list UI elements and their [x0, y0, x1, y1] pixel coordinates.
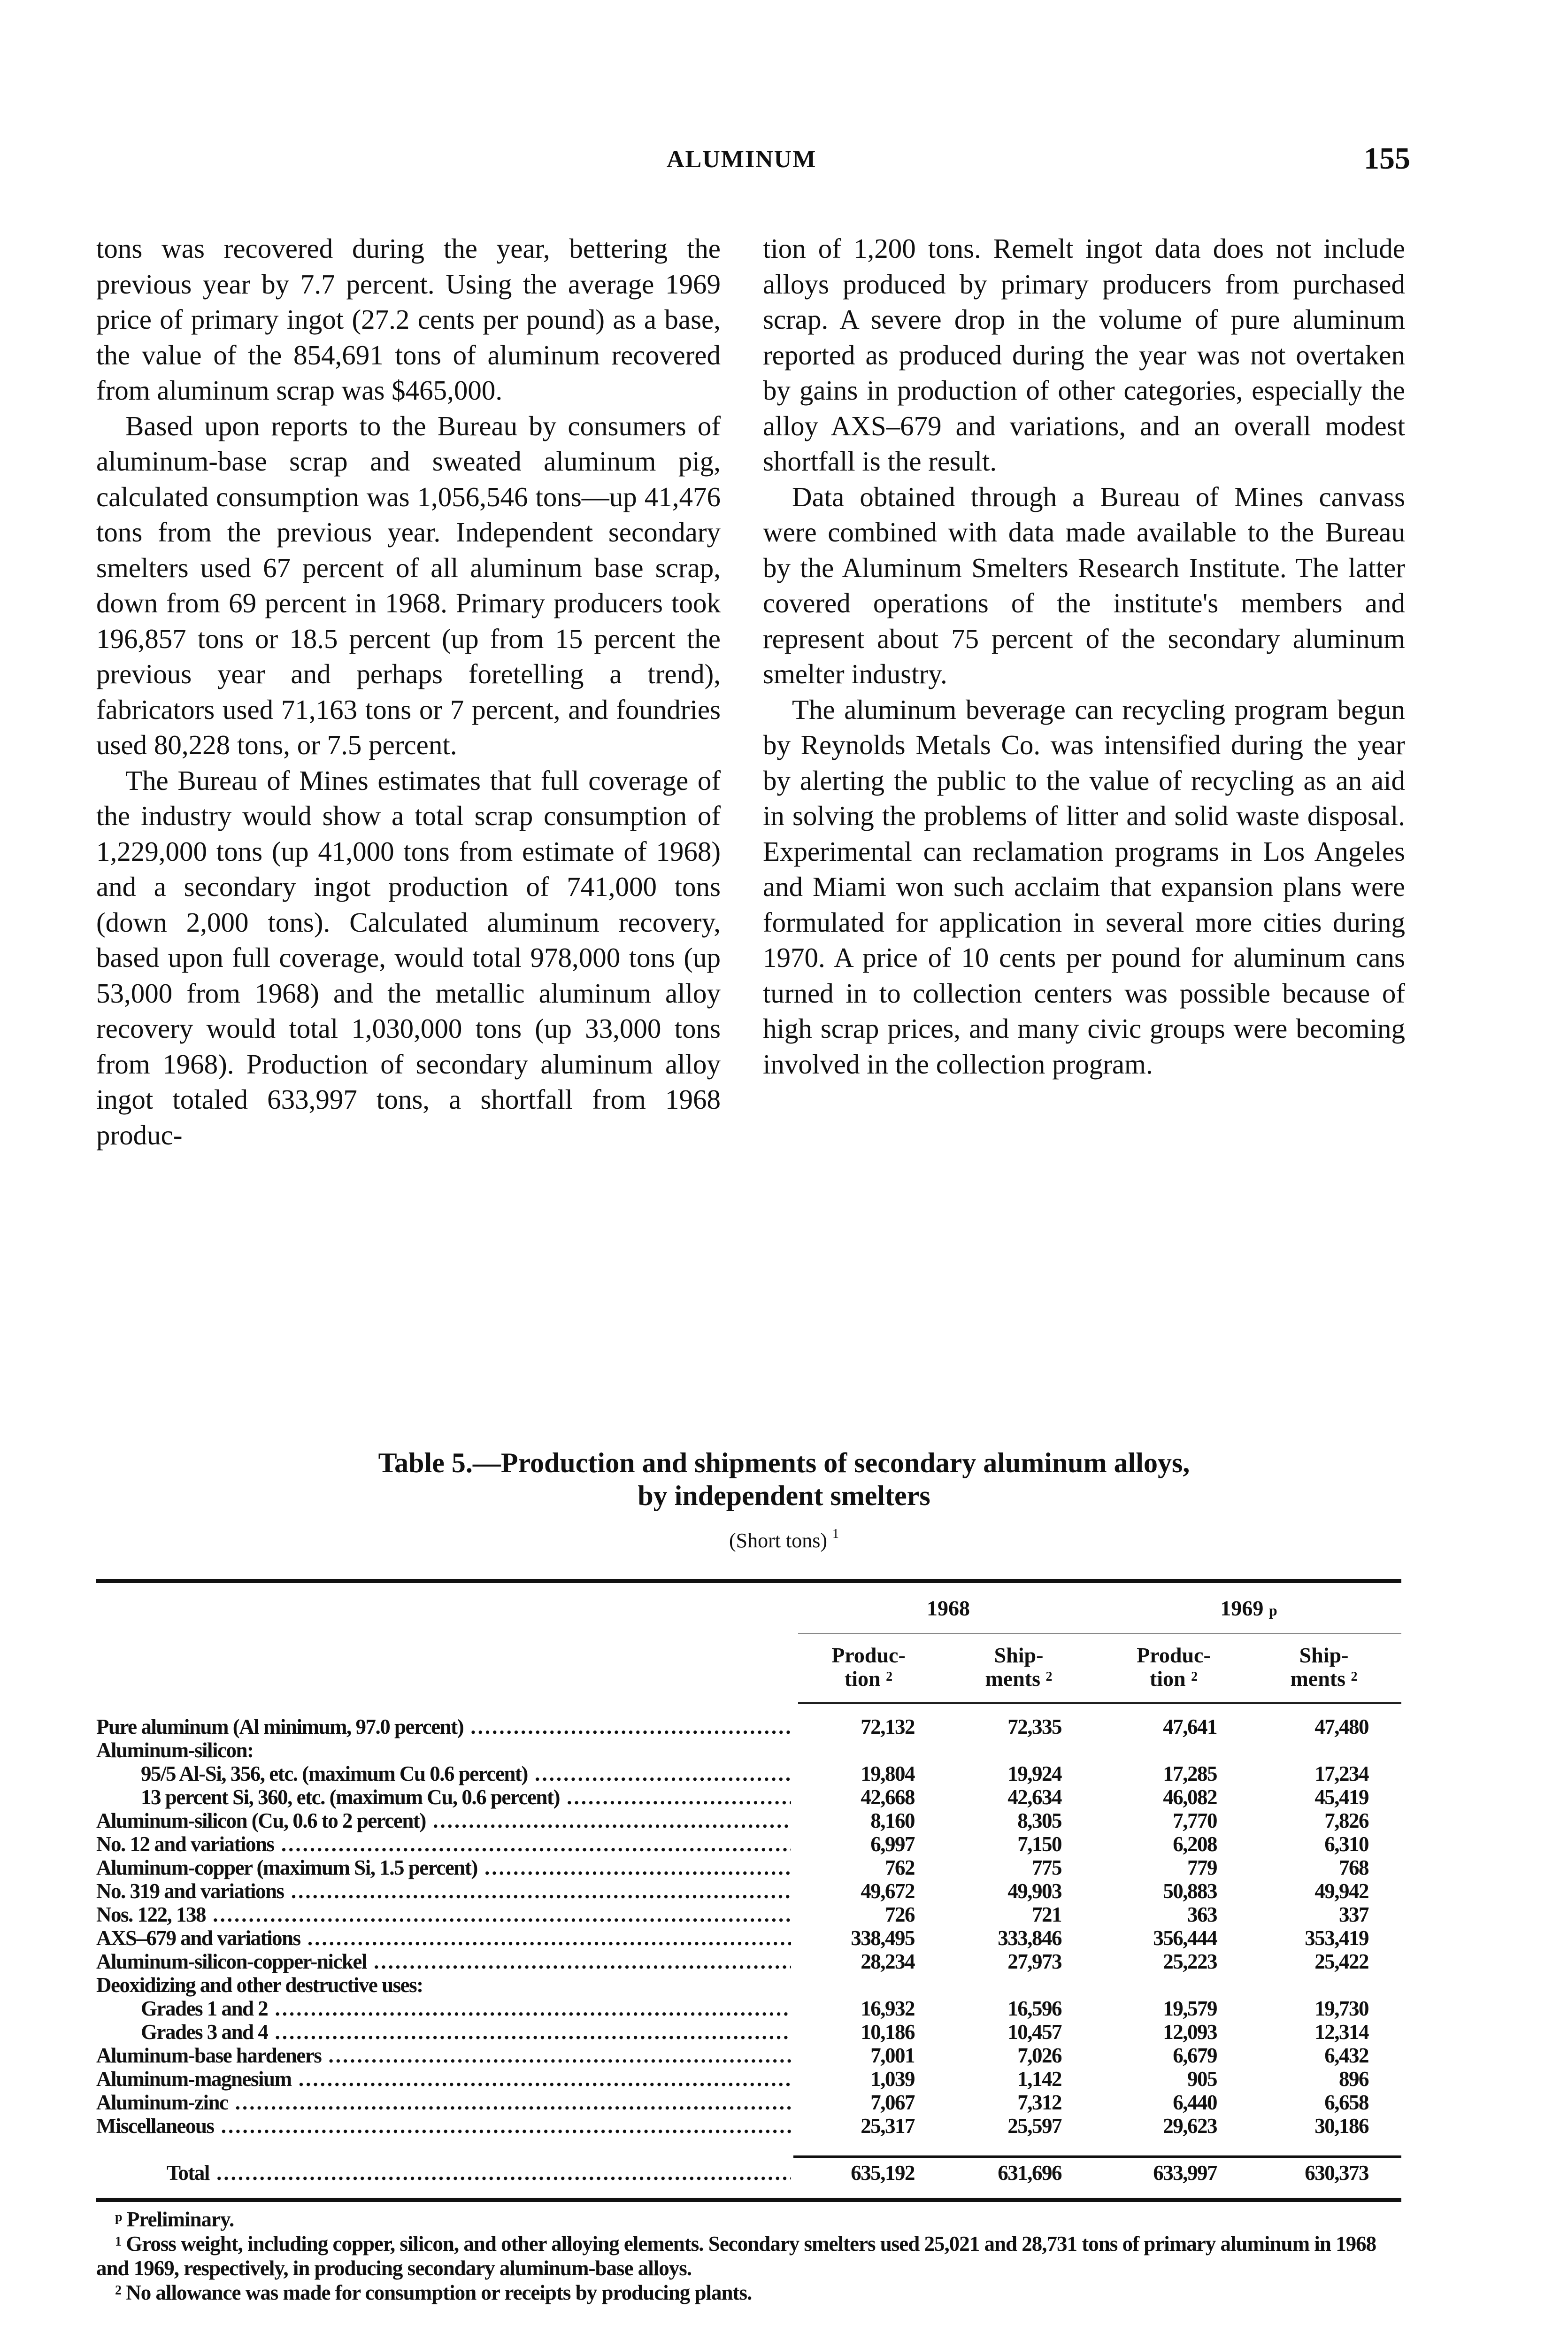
cell-value: 17,234: [1314, 1762, 1368, 1785]
row-label: Aluminum-copper (maximum Si, 1.5 percent) .....: [96, 1856, 791, 1879]
table-unit: [0, 1529, 1568, 1552]
page-number: 155: [1364, 141, 1410, 176]
cell-value: 50,883: [1163, 1879, 1217, 1903]
cell-value: 775: [1032, 1856, 1061, 1879]
table-row: [96, 2114, 1383, 2138]
footnote-text: Gross weight, including copper, silicon, and other alloying elements. Secondary smelters used 25,021 and 28,731 tons of primary aluminum in 1968 and 1969, respectively, in producing secondary aluminum-base alloys.: [96, 2232, 1376, 2280]
row-label: Nos. 122, 138 .....: [96, 1903, 791, 1926]
cell-value: 1,142: [1017, 2067, 1061, 2091]
footnote-ref: 2: [1351, 1669, 1358, 1684]
row-label: Miscellaneous .....: [96, 2114, 791, 2138]
paragraph: The aluminum beverage can recycling program begun by Reynolds Metals Co. was intensified during the year by alerting the public to the value of recycling as an aid in solving the problems of litter and solid waste disposal. Experimental can reclamation programs in Los Angeles and Miami won such acclaim that expansion plans were formulated for application in several more cities during 1970. A price of 10 cents per pound for aluminum cans turned in to collection centers was possible because of high scrap prices, and many civic groups were becoming involved in the collection program.: [763, 694, 1405, 1080]
cell-value: 6,658: [1324, 2091, 1368, 2114]
footnote-text: No allowance was made for consumption or receipts by producing plants.: [126, 2281, 752, 2304]
paragraph: tion of 1,200 tons. Remelt ingot data does not include alloys produced by primary producers from purchased scrap. A severe drop in the volume of pure aluminum reported as produced during the year was not overtaken by gains in production of other categories, especially the alloy AXS–679 and variations, and an overall modest shortfall is the result.: [763, 233, 1405, 477]
cell-value: 6,997: [870, 1832, 915, 1856]
cell-value: 49,942: [1314, 1879, 1368, 1903]
cell-value: 10,186: [861, 2020, 915, 2044]
footnote-mark: 1: [115, 2234, 121, 2249]
table-row: [96, 1738, 1383, 1762]
cell-value: 30,186: [1314, 2114, 1368, 2138]
row-label: Aluminum-silicon-copper-nickel .....: [96, 1950, 791, 1973]
cell-value: 721: [1032, 1903, 1061, 1926]
cell-value: 1,039: [870, 2067, 915, 2091]
footnote-ref: 2: [886, 1669, 893, 1684]
cell-value: 338,495: [851, 1926, 915, 1950]
table-title: [0, 1446, 1568, 1512]
table-unit-text: (Short tons): [729, 1529, 827, 1552]
cell-value: 42,668: [861, 1785, 915, 1809]
cell-value: 25,597: [1007, 2114, 1061, 2138]
running-title: ALUMINUM: [667, 146, 817, 173]
row-label: Aluminum-silicon:: [96, 1738, 254, 1762]
header-text: ments: [1290, 1667, 1346, 1691]
header-text: ments: [985, 1667, 1041, 1691]
table-row: [96, 1856, 1383, 1879]
cell-value: 7,770: [1173, 1809, 1217, 1832]
year-1969: 1969: [1220, 1596, 1264, 1620]
header-text: Produc-: [831, 1643, 906, 1667]
row-label: Grades 3 and 4 .....: [141, 2020, 791, 2044]
table-row: [96, 1809, 1383, 1832]
right-text-column: [763, 231, 1405, 1082]
row-label: Grades 1 and 2 .....: [141, 1997, 791, 2020]
cell-value: 7,312: [1017, 2091, 1061, 2114]
cell-value: 7,067: [870, 2091, 915, 2114]
cell-value: 12,093: [1163, 2020, 1217, 2044]
cell-value: 6,440: [1173, 2091, 1217, 2114]
row-label: Aluminum-magnesium .....: [96, 2067, 791, 2091]
row-label: Aluminum-zinc .....: [96, 2091, 791, 2114]
cell-value: 28,234: [861, 1950, 915, 1973]
cell-value: 356,444: [1153, 1926, 1217, 1950]
cell-value: 7,001: [870, 2044, 915, 2067]
cell-value: 19,730: [1314, 1997, 1368, 2020]
footnote-ref: 2: [1045, 1669, 1053, 1684]
footnote-text: Preliminary.: [126, 2208, 234, 2231]
cell-value: 42,634: [1007, 1785, 1061, 1809]
cell-value: 631,696: [998, 2161, 1061, 2185]
paragraph: Data obtained through a Bureau of Mines canvass were combined with data made available to the Bureau by the Aluminum Smelters Research Institute. The latter covered operations of the institute's members and represent about 75 percent of the secondary aluminum smelter industry.: [763, 481, 1405, 689]
cell-value: 7,826: [1324, 1809, 1368, 1832]
table-row: [96, 1903, 1383, 1926]
cell-value: 7,026: [1017, 2044, 1061, 2067]
row-label: AXS–679 and variations .....: [96, 1926, 791, 1950]
cell-value: 779: [1187, 1856, 1217, 1879]
cell-value: 17,285: [1163, 1762, 1217, 1785]
cell-value: 905: [1187, 2067, 1217, 2091]
cell-value: 29,623: [1163, 2114, 1217, 2138]
cell-value: 630,373: [1305, 2161, 1368, 2185]
footnote-preliminary: [115, 2207, 1420, 2232]
cell-value: 49,672: [861, 1879, 915, 1903]
table-total-row: [96, 2161, 1383, 2185]
cell-value: 768: [1339, 1856, 1368, 1879]
table-title-line-1: Table 5.—Production and shipments of secondary aluminum alloys,: [378, 1447, 1190, 1478]
cell-value: 8,305: [1017, 1809, 1061, 1832]
cell-value: 49,903: [1007, 1879, 1061, 1903]
cell-value: 45,419: [1314, 1785, 1368, 1809]
cell-value: 896: [1339, 2067, 1368, 2091]
row-label: Aluminum-base hardeners .....: [96, 2044, 791, 2067]
table-row: [96, 2091, 1383, 2114]
footnote-mark: 2: [115, 2283, 121, 2298]
cell-value: 19,804: [861, 1762, 915, 1785]
cell-value: 16,596: [1007, 1997, 1061, 2020]
header-bottom-rule: [798, 1702, 1401, 1704]
table-title-line-2: by independent smelters: [638, 1480, 930, 1511]
cell-value: 27,973: [1007, 1950, 1061, 1973]
cell-value: 25,422: [1314, 1950, 1368, 1973]
footnote-ref: 2: [1191, 1669, 1198, 1684]
cell-value: 16,932: [861, 1997, 915, 2020]
table-row: [96, 1715, 1383, 1738]
row-label: Deoxidizing and other destructive uses:: [96, 1973, 423, 1997]
row-label: Aluminum-silicon (Cu, 0.6 to 2 percent) .....: [96, 1809, 791, 1832]
row-label: No. 319 and variations .....: [96, 1879, 791, 1903]
table-row: [96, 2044, 1383, 2067]
cell-value: 19,924: [1007, 1762, 1061, 1785]
cell-value: 6,310: [1324, 1832, 1368, 1856]
row-label: 13 percent Si, 360, etc. (maximum Cu, 0.6 percent) .....: [141, 1785, 791, 1809]
cell-value: 726: [885, 1903, 915, 1926]
total-rule: [793, 2155, 1401, 2158]
paragraph: The Bureau of Mines estimates that full coverage of the industry would show a total scrap consumption of 1,229,000 tons (up 41,000 tons from estimate of 1968) and a secondary ingot production of 741,000 tons (down 2,000 tons). Calculated aluminum recovery, based upon full coverage, would total 978,000 tons (up 53,000 from 1968) and the metallic aluminum alloy recovery would total 1,030,000 tons (up 33,000 tons from 1968). Production of secondary aluminum alloy ingot totaled 633,997 tons, a shortfall from 1968 produc-: [96, 765, 721, 1151]
row-label: 95/5 Al-Si, 356, etc. (maximum Cu 0.6 percent) .....: [141, 1762, 791, 1785]
header-text: Ship-: [1299, 1643, 1349, 1667]
cell-value: 337: [1339, 1903, 1368, 1926]
table-row: [96, 1997, 1383, 2020]
table-row: [96, 1785, 1383, 1809]
cell-value: 6,679: [1173, 2044, 1217, 2067]
table-row: [96, 1926, 1383, 1950]
year-divider-rule: [798, 1633, 1401, 1634]
cell-value: 762: [885, 1856, 915, 1879]
table-row: [96, 1762, 1383, 1785]
cell-value: 6,432: [1324, 2044, 1368, 2067]
cell-value: 10,457: [1007, 2020, 1061, 2044]
table-top-rule: [96, 1579, 1401, 1583]
cell-value: 633,997: [1153, 2161, 1217, 2185]
footnote-mark: p: [115, 2210, 122, 2224]
paragraph: tons was recovered during the year, bettering the previous year by 7.7 percent. Using the average 1969 price of primary ingot (27.2 cents per pound) as a base, the value of the 854,691 tons of aluminum recovered from aluminum scrap was $465,000.: [96, 233, 721, 406]
table-row: [96, 1832, 1383, 1856]
cell-value: 363: [1187, 1903, 1217, 1926]
table-row: [96, 1879, 1383, 1903]
header-text: tion: [844, 1667, 881, 1691]
col-header-production-1969: [1113, 1644, 1235, 1691]
cell-value: 25,223: [1163, 1950, 1217, 1973]
cell-value: 19,579: [1163, 1997, 1217, 2020]
col-header-production-1968: [807, 1644, 930, 1691]
cell-value: 72,132: [861, 1715, 915, 1738]
col-header-shipments-1969: [1263, 1644, 1385, 1691]
cell-value: 8,160: [870, 1809, 915, 1832]
row-label: Pure aluminum (Al minimum, 97.0 percent) .....: [96, 1715, 791, 1738]
footnote-1: [96, 2232, 1401, 2280]
header-text: tion: [1149, 1667, 1186, 1691]
col-group-1969: [1183, 1597, 1314, 1622]
paragraph: Based upon reports to the Bureau by consumers of aluminum-base scrap and sweated aluminum pig, calculated consumption was 1,056,546 tons—up 41,476 tons from the previous year. Independent secondary smelters used 67 percent of all aluminum base scrap, down from 69 percent in 1968. Primary producers took 196,857 tons or 18.5 percent (up from 15 percent the previous year and perhaps foretelling a trend), fabricators used 71,163 tons or 7 percent, and foundries used 80,228 tons, or 7.5 percent.: [96, 410, 721, 760]
footnote-ref: 1: [832, 1527, 839, 1541]
cell-value: 635,192: [851, 2161, 915, 2185]
preliminary-mark: p: [1268, 1602, 1277, 1619]
footnote-2: [115, 2280, 1420, 2305]
table-row: [96, 1950, 1383, 1973]
cell-value: 25,317: [861, 2114, 915, 2138]
header-text: Produc-: [1137, 1643, 1211, 1667]
cell-value: 6,208: [1173, 1832, 1217, 1856]
cell-value: 46,082: [1163, 1785, 1217, 1809]
left-text-column: [96, 231, 721, 1153]
cell-value: 47,641: [1163, 1715, 1217, 1738]
cell-value: 333,846: [998, 1926, 1061, 1950]
header-text: Ship-: [994, 1643, 1044, 1667]
cell-value: 7,150: [1017, 1832, 1061, 1856]
table-bottom-rule: [96, 2198, 1401, 2202]
table-row: [96, 2067, 1383, 2091]
table-row: [96, 2020, 1383, 2044]
cell-value: 47,480: [1314, 1715, 1368, 1738]
cell-value: 72,335: [1007, 1715, 1061, 1738]
cell-value: 353,419: [1305, 1926, 1368, 1950]
cell-value: 12,314: [1314, 2020, 1368, 2044]
col-header-shipments-1968: [958, 1644, 1080, 1691]
col-group-1968: 1968: [927, 1596, 970, 1620]
table-row: [96, 1973, 1383, 1997]
row-label: Total .....: [167, 2161, 791, 2185]
row-label: No. 12 and variations .....: [96, 1832, 791, 1856]
